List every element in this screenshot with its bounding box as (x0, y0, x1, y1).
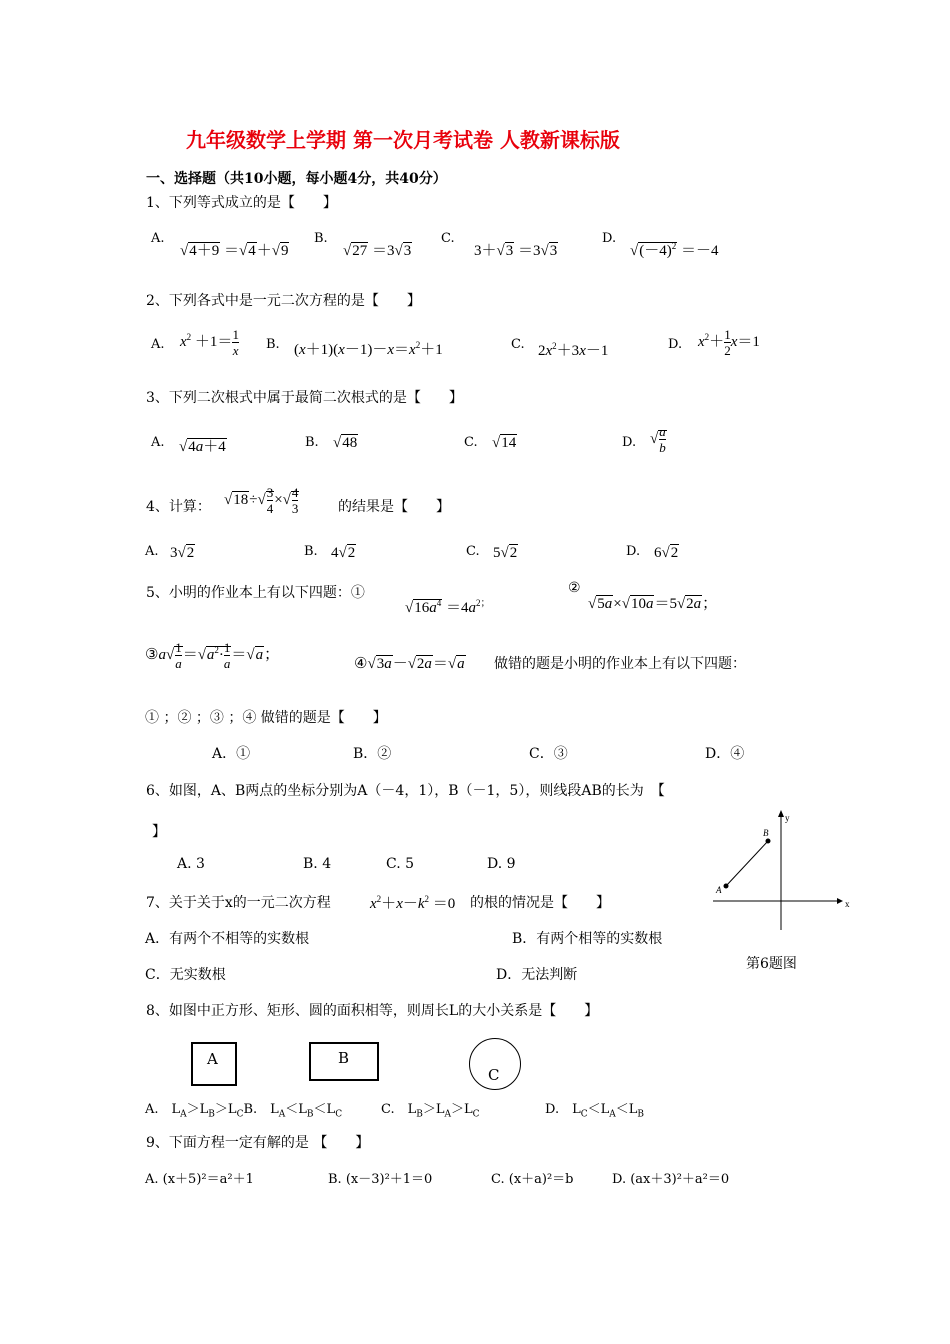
point-b (766, 839, 771, 844)
q6-option-b: B. 4 (303, 856, 332, 872)
q5-option-a: A．① (212, 746, 251, 762)
question-7-stem-prefix: 7、关于关于x的一元二次方程 (146, 895, 331, 911)
q5-item-2: √5a×√10a＝5√2a； (588, 596, 718, 612)
q7-option-a: A．有两个不相等的实数根 (145, 931, 310, 947)
page-title: 九年级数学上学期 第一次月考试卷 人教新课标版 (186, 128, 620, 152)
q5-option-b: B．② (353, 746, 392, 762)
q3-option-a-label: A. (151, 435, 165, 450)
q4-option-b-math: 4√2 (331, 545, 356, 561)
question-7-stem-suffix: 的根的情况是【 】 (470, 895, 610, 911)
q6-option-d: D. 9 (487, 856, 516, 872)
point-a-label: A (716, 885, 722, 895)
q9-option-a: A. (x＋5)²＝a²＋1 (145, 1172, 254, 1187)
q1-option-c-math: 3＋√3 ＝3√3 (474, 243, 558, 259)
q2-option-a-label: A. (151, 337, 165, 352)
rectangle-label: B (338, 1049, 350, 1067)
q4-option-d-label: D. (626, 544, 641, 559)
q5-line-3: ① ；② ；③ ；④ 做错的题是【 】 (145, 710, 387, 726)
q2-option-a-math: $x^2 +1=$ $\frac{1}{x}$ (180, 327, 239, 358)
q1-option-b-label: B. (314, 231, 328, 246)
q1-option-d-label: D. (602, 231, 617, 246)
question-1-stem: 1、下列等式成立的是【 】 (146, 195, 337, 211)
q5-circled-2: ② (568, 580, 581, 596)
y-axis-arrow (778, 810, 784, 817)
q3-option-c-label: C. (464, 435, 478, 450)
question-8-stem: 8、如图中正方形、矩形、圆的面积相等，则周长L的大小关系是【 】 (146, 1003, 599, 1019)
q5-item-4: ④√3a－√2a＝√a (354, 656, 465, 672)
q3-option-c-math: √14 (492, 435, 517, 451)
question-4-stem-prefix: 4、计算： (146, 499, 211, 515)
q8-options: A. $L_A>L_B>L_CB$. $L_A<L_B<L_C$ (145, 1102, 343, 1120)
q9-option-b: B. (x－3)²＋1＝0 (328, 1172, 433, 1187)
x-axis-label: x (845, 899, 850, 909)
q4-option-a-label: A. (145, 544, 159, 559)
q2-option-d-label: D. (668, 337, 683, 352)
q3-option-d-math: √ $\frac{a}{b}$ (650, 424, 666, 455)
point-b-label: B (763, 828, 769, 838)
question-9-stem: 9、下面方程一定有解的是 【 】 (146, 1135, 370, 1151)
circle-label: C (488, 1066, 500, 1084)
q7-equation: $x^2+x-k^2 =0$ (370, 894, 456, 912)
q7-option-d: D．无法判断 (496, 967, 578, 983)
q4-expression: √18÷√ $\frac{3}{4}$ ×√ $\frac{4}{3}$ (224, 485, 299, 516)
q2-option-b-math: $(x+1)(x-1)-x=x^2+1$ (294, 340, 443, 358)
y-axis-label: y (785, 813, 790, 823)
q6-option-a: A. 3 (177, 856, 205, 872)
q3-option-b-math: √48 (333, 435, 358, 451)
q8-option-d: D. $L_C<L_A<L_B$ (545, 1102, 645, 1120)
square-label: A (207, 1050, 218, 1068)
q1-option-a-label: A. (151, 231, 165, 246)
section-heading: 一、选择题（共10小题，每小题4分，共40分） (146, 171, 447, 187)
q4-option-a-math: 3√2 (170, 545, 195, 561)
q1-option-a-math: √4＋9 ＝√4＋√9 (180, 243, 289, 259)
segment-ab (726, 841, 768, 886)
q7-option-c: C．无实数根 (145, 967, 226, 983)
q1-option-b-math: √27 ＝3√3 (343, 243, 412, 259)
q8-option-c: C. $L_B>L_A>L_C$ (381, 1102, 480, 1120)
q3-option-b-label: B. (305, 435, 319, 450)
q5-item-3: ③a√ $\frac{1}{a}$ $=√a^2\cdot$ $\frac{1}{a}$ ＝√a； (145, 640, 280, 671)
q9-option-c: C. (x＋a)²＝b (491, 1172, 574, 1187)
question-2-stem: 2、下列各式中是一元二次方程的是【 】 (146, 293, 421, 309)
q5-item-1: $√16a^4 =4a^{2;}$ (405, 598, 491, 616)
q4-option-b-label: B. (304, 544, 318, 559)
q5-option-d: D．④ (705, 746, 745, 762)
q4-option-c-label: C. (466, 544, 480, 559)
question-5-stem: 5、小明的作业本上有以下四题：① (146, 585, 365, 601)
q6-coordinate-figure (705, 805, 855, 935)
q1-option-c-label: C. (441, 231, 455, 246)
q5-after-item-4: 做错的题是小明的作业本上有以下四题： (494, 656, 746, 672)
q2-option-c-math: $2x^2+3x-1$ (538, 341, 609, 359)
q9-option-d: D. (ax＋3)²＋a²＝0 (612, 1172, 730, 1187)
q6-figure-caption: 第6题图 (746, 956, 797, 972)
q2-option-b-label: B. (266, 337, 280, 352)
question-6-stem-end: 】 (152, 824, 166, 840)
q4-option-c-math: 5√2 (493, 545, 518, 561)
point-a (724, 884, 729, 889)
q7-option-b: B．有两个相等的实数根 (512, 931, 663, 947)
q2-option-c-label: C. (511, 337, 525, 352)
q6-option-c: C. 5 (386, 856, 415, 872)
question-6-stem: 6、如图，A、B两点的坐标分别为A（－4，1），B（－1，5），则线段AB的长为 【 (146, 783, 665, 799)
question-3-stem: 3、下列二次根式中属于最简二次根式的是【 】 (146, 390, 463, 406)
q5-option-c: C．③ (529, 746, 568, 762)
q4-option-d-math: 6√2 (654, 545, 679, 561)
q1-option-d-math: $√(-4)^2 =-4$ (630, 241, 719, 259)
q2-option-d-math: $x^2+$ $\frac{1}{2}$ x＝1 (698, 327, 760, 358)
question-4-stem-suffix: 的结果是【 】 (338, 499, 450, 515)
q3-option-a-math: √4a＋4 (179, 439, 226, 455)
x-axis-arrow (837, 898, 843, 904)
q3-option-d-label: D. (622, 435, 637, 450)
